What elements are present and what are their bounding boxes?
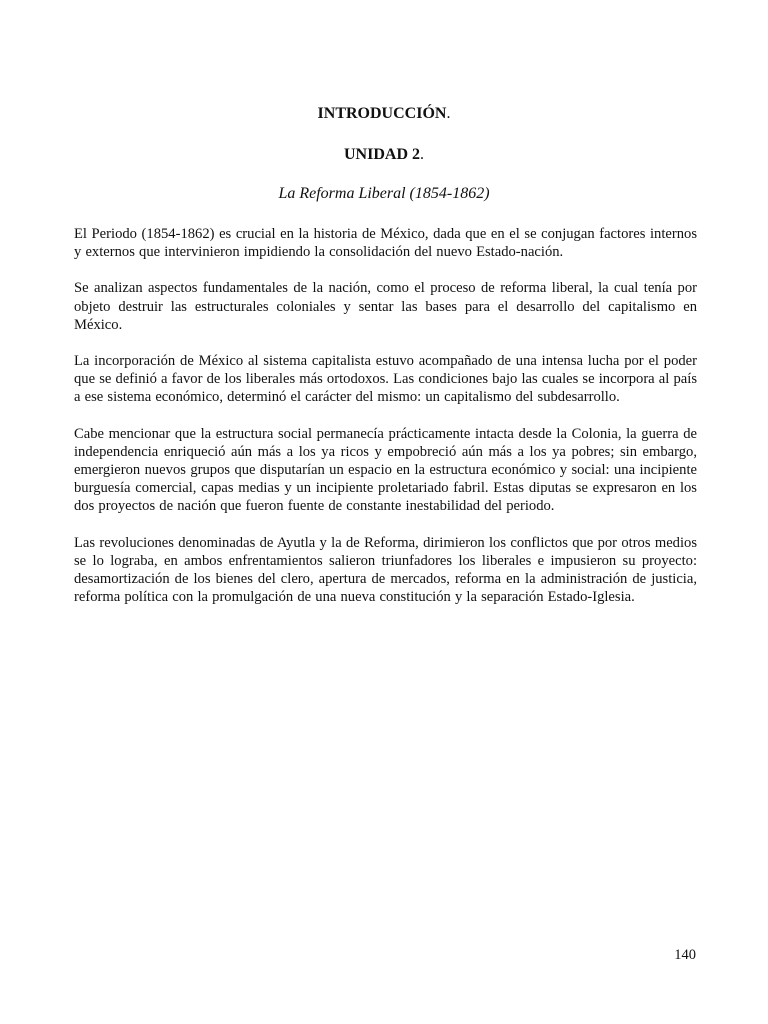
title-period: . (446, 105, 451, 122)
section-subtitle: La Reforma Liberal (1854-1862) (278, 185, 490, 202)
paragraph-3: La incorporación de México al sistema capitalista estuvo acompañado de una intensa lucha por el poder que se definió a favor de los liberales más ortodoxos. Las condiciones bajo las cuales se incorpora al país a ese sistema económico, determinó el carácter del mismo: un capitalismo del subdesarrollo. (74, 353, 697, 406)
paragraph-1: El Periodo (1854-1862) es crucial en la historia de México, dada que en el se conjugan factores internos y externos que intervinieron impidiendo la consolidación del nuevo Estado-nación. (74, 226, 697, 261)
paragraph-2: Se analizan aspectos fundamentales de la nación, como el proceso de reforma liberal, la cual tenía por objeto destruir las estructurales coloniales y sentar las bases para el desarrollo del capitalismo en México. (74, 280, 697, 333)
document-title (0, 104, 768, 124)
paragraph-4: Cabe mencionar que la estructura social permanecía prácticamente intacta desde la Colonia, la guerra de independencia enriqueció aún más a los ya ricos y empobreció aún más a los ya pobres; sin embargo, emergieron nuevos grupos que disputarían un espacio en la estructura económico y social: una incipiente burguesía comercial, capas medias y un incipiente proletariado fabril. Estas diputas se expresaron en los dos proyectos de nación que fueron fuente de constante inestabilidad del periodo. (74, 425, 697, 515)
unit-period: . (420, 146, 424, 163)
unit-heading (0, 145, 768, 165)
page-number: 140 (674, 947, 696, 963)
body-text (74, 225, 697, 624)
paragraph-5: Las revoluciones denominadas de Ayutla y la de Reforma, dirimieron los conflictos que por otros medios se lo lograba, en ambos enfrentamientos salieron triunfadores los liberales e impusieron su proyecto: desamortización de los bienes del clero, apertura de mercados, reforma en la administración de justicia, reforma política con la promulgación de una nueva constitución y la separación Estado-Iglesia. (74, 534, 697, 606)
unit-text: UNIDAD 2 (344, 146, 420, 163)
title-text: INTRODUCCIÓN (317, 105, 447, 122)
